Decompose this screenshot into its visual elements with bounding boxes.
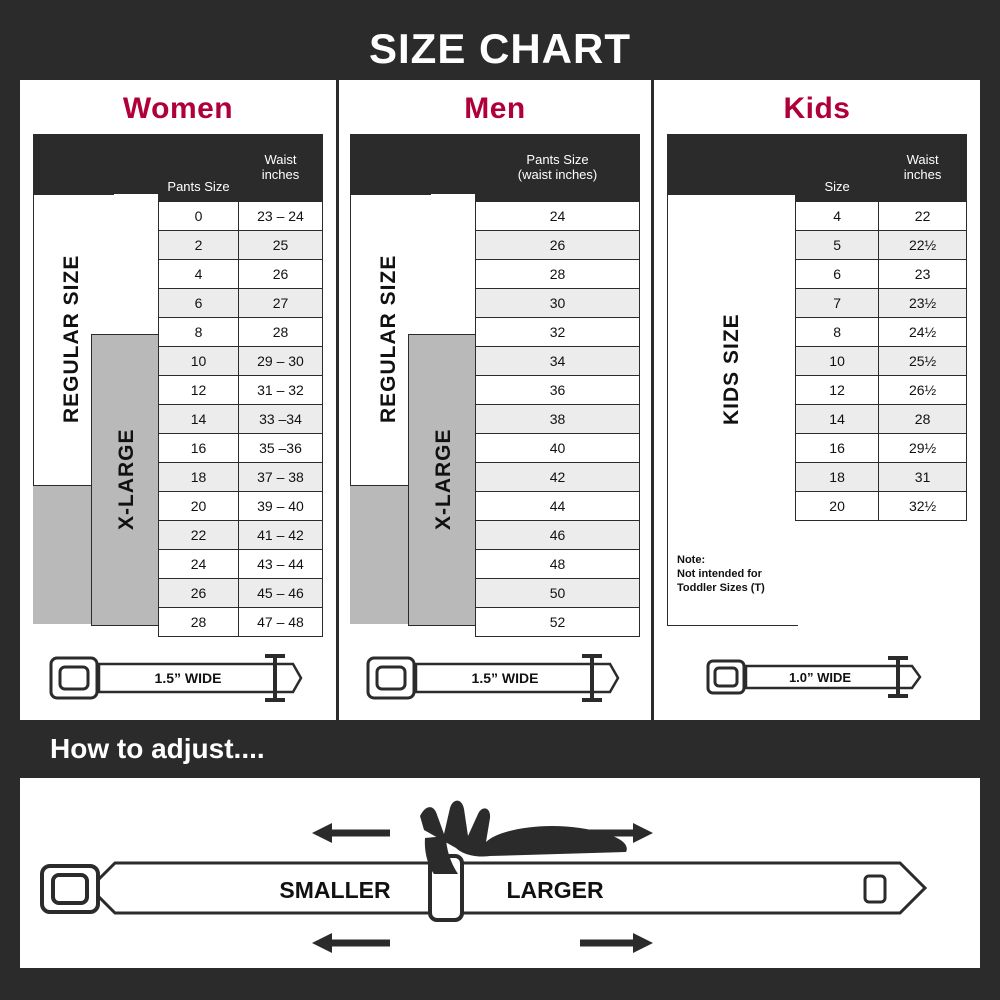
kids-cell: 18 — [796, 463, 879, 492]
men-table-row — [476, 463, 640, 492]
kids-table-row — [796, 231, 967, 260]
women-cell: 27 — [238, 289, 322, 318]
kids-heading: Kids — [783, 92, 851, 125]
women-table-row — [159, 202, 323, 231]
men-chart — [339, 134, 651, 634]
men-belt-diagram — [339, 648, 651, 708]
men-col-line1: Pants Size — [526, 152, 589, 168]
women-xlarge-label: X-LARGE — [115, 428, 138, 530]
women-cell: 29 – 30 — [238, 347, 322, 376]
kids-table-row — [796, 492, 967, 521]
men-cell: 50 — [476, 579, 640, 608]
women-cell: 33 –34 — [238, 405, 322, 434]
women-cell: 20 — [159, 492, 239, 521]
kids-header-block — [667, 134, 797, 194]
women-cell: 37 – 38 — [238, 463, 322, 492]
women-cell: 2 — [159, 231, 239, 260]
women-col-waist — [238, 135, 322, 202]
women-cell: 26 — [238, 260, 322, 289]
kids-table-row — [796, 202, 967, 231]
smaller-label: SMALLER — [279, 877, 391, 903]
belt-1-5-svg — [43, 648, 313, 708]
men-xlarge-label: X-LARGE — [432, 428, 455, 530]
women-cell: 39 – 40 — [238, 492, 322, 521]
women-cell: 8 — [159, 318, 239, 347]
men-cell: 44 — [476, 492, 640, 521]
how-to-adjust-bar — [20, 720, 980, 778]
men-table-row — [476, 318, 640, 347]
men-cell: 24 — [476, 202, 640, 231]
men-cell: 32 — [476, 318, 640, 347]
kids-cell: 10 — [796, 347, 879, 376]
men-cell: 40 — [476, 434, 640, 463]
women-belt-width-label: 1.5” WIDE — [154, 670, 222, 686]
page-title: SIZE CHART — [369, 25, 631, 72]
kids-note-line2: Not intended for — [677, 567, 762, 580]
men-cell: 38 — [476, 405, 640, 434]
women-cell: 14 — [159, 405, 239, 434]
men-cell: 48 — [476, 550, 640, 579]
men-table-row — [476, 405, 640, 434]
kids-cell: 26½ — [879, 376, 967, 405]
kids-table-row — [796, 434, 967, 463]
women-cell: 47 – 48 — [238, 608, 322, 637]
women-cell: 25 — [238, 231, 322, 260]
kids-size-table — [795, 134, 967, 521]
kids-cell: 7 — [796, 289, 879, 318]
kids-table-row — [796, 376, 967, 405]
men-heading: Men — [464, 92, 526, 125]
women-cell: 45 – 46 — [238, 579, 322, 608]
kids-cell: 20 — [796, 492, 879, 521]
men-cell: 42 — [476, 463, 640, 492]
kids-cell: 6 — [796, 260, 879, 289]
women-size-table — [158, 134, 323, 637]
men-table-row — [476, 376, 640, 405]
adjust-diagram — [20, 778, 980, 968]
kids-col-waist-line2: inches — [903, 167, 942, 182]
men-table-row — [476, 347, 640, 376]
men-table-row — [476, 492, 640, 521]
women-table-header-row — [159, 135, 323, 202]
women-col-waist-line1: Waist — [264, 152, 297, 168]
kids-cell: 8 — [796, 318, 879, 347]
men-column — [336, 80, 654, 720]
kids-cell: 16 — [796, 434, 879, 463]
how-to-adjust-title: How to adjust.... — [50, 733, 265, 764]
women-cell: 4 — [159, 260, 239, 289]
kids-cell: 31 — [879, 463, 967, 492]
men-belt-width-label: 1.5” WIDE — [471, 670, 539, 686]
kids-column — [654, 80, 980, 720]
men-cell: 36 — [476, 376, 640, 405]
kids-cell: 23 — [879, 260, 967, 289]
women-cell: 28 — [159, 608, 239, 637]
men-cell: 46 — [476, 521, 640, 550]
women-table-row — [159, 579, 323, 608]
men-cell: 52 — [476, 608, 640, 637]
kids-note-line3: Toddler Sizes (T) — [677, 581, 765, 594]
kids-size-label: KIDS SIZE — [720, 313, 743, 425]
women-cell: 10 — [159, 347, 239, 376]
kids-cell: 25½ — [879, 347, 967, 376]
women-cell: 31 – 32 — [238, 376, 322, 405]
kids-cell: 22 — [879, 202, 967, 231]
men-table-row — [476, 202, 640, 231]
kids-table-row — [796, 318, 967, 347]
size-tables-panel — [20, 80, 980, 720]
belt-1-5-svg-men — [360, 648, 630, 708]
women-col-pants-size: Pants Size — [159, 135, 239, 202]
women-table-row — [159, 318, 323, 347]
men-table-row — [476, 434, 640, 463]
women-cell: 28 — [238, 318, 322, 347]
women-table-row — [159, 434, 323, 463]
kids-table-header-row — [796, 135, 967, 202]
men-cell: 26 — [476, 231, 640, 260]
kids-chart — [654, 134, 980, 634]
women-cell: 22 — [159, 521, 239, 550]
women-cell: 23 – 24 — [238, 202, 322, 231]
kids-col-waist — [879, 135, 967, 202]
men-col-line2: (waist inches) — [517, 167, 598, 182]
kids-cell: 32½ — [879, 492, 967, 521]
kids-table-row — [796, 260, 967, 289]
women-table-row — [159, 463, 323, 492]
women-col-waist-line2: inches — [261, 167, 300, 182]
kids-cell: 28 — [879, 405, 967, 434]
kids-cell: 12 — [796, 376, 879, 405]
men-table-row — [476, 289, 640, 318]
how-to-adjust-panel — [20, 778, 980, 968]
men-table-row — [476, 260, 640, 289]
women-cell: 0 — [159, 202, 239, 231]
women-cell: 24 — [159, 550, 239, 579]
kids-table-row — [796, 463, 967, 492]
men-table-row — [476, 550, 640, 579]
kids-belt-diagram — [654, 648, 980, 706]
men-size-table — [475, 134, 640, 637]
women-table-row — [159, 405, 323, 434]
kids-note-line1: Note: — [677, 554, 706, 566]
kids-cell: 4 — [796, 202, 879, 231]
men-cell: 28 — [476, 260, 640, 289]
women-table-row — [159, 608, 323, 637]
women-cell: 18 — [159, 463, 239, 492]
men-cell: 34 — [476, 347, 640, 376]
women-regular-size-label: REGULAR SIZE — [60, 254, 83, 424]
kids-cell: 14 — [796, 405, 879, 434]
kids-cell: 5 — [796, 231, 879, 260]
women-chart — [20, 134, 336, 634]
kids-col-size: Size — [796, 135, 879, 202]
women-cell: 16 — [159, 434, 239, 463]
kids-note — [677, 554, 765, 595]
women-cell: 43 – 44 — [238, 550, 322, 579]
kids-table-row — [796, 347, 967, 376]
women-table-row — [159, 260, 323, 289]
women-cell: 12 — [159, 376, 239, 405]
kids-belt-width-label: 1.0” WIDE — [788, 670, 852, 685]
men-table-row — [476, 579, 640, 608]
men-table-header-row — [476, 135, 640, 202]
men-regular-size-label: REGULAR SIZE — [377, 254, 400, 424]
kids-cell: 22½ — [879, 231, 967, 260]
women-belt-diagram — [20, 648, 336, 708]
women-heading: Women — [122, 92, 234, 125]
women-cell: 26 — [159, 579, 239, 608]
women-table-row — [159, 521, 323, 550]
women-table-row — [159, 376, 323, 405]
women-table-row — [159, 289, 323, 318]
kids-col-waist-line1: Waist — [906, 152, 939, 168]
larger-label: LARGER — [506, 877, 604, 903]
kids-table-row — [796, 405, 967, 434]
kids-table-row — [796, 289, 967, 318]
men-col-pants-size — [476, 135, 640, 202]
kids-cell: 29½ — [879, 434, 967, 463]
page-title-bar — [20, 18, 980, 80]
women-table-row — [159, 231, 323, 260]
kids-cell: 23½ — [879, 289, 967, 318]
men-table-row — [476, 231, 640, 260]
women-cell: 6 — [159, 289, 239, 318]
men-table-row — [476, 521, 640, 550]
women-table-row — [159, 550, 323, 579]
women-table-row — [159, 347, 323, 376]
women-table-row — [159, 492, 323, 521]
kids-cell: 24½ — [879, 318, 967, 347]
belt-1-0-svg — [702, 648, 932, 706]
women-column — [20, 80, 336, 720]
men-cell: 30 — [476, 289, 640, 318]
men-table-row — [476, 608, 640, 637]
women-cell: 41 – 42 — [238, 521, 322, 550]
women-cell: 35 –36 — [238, 434, 322, 463]
